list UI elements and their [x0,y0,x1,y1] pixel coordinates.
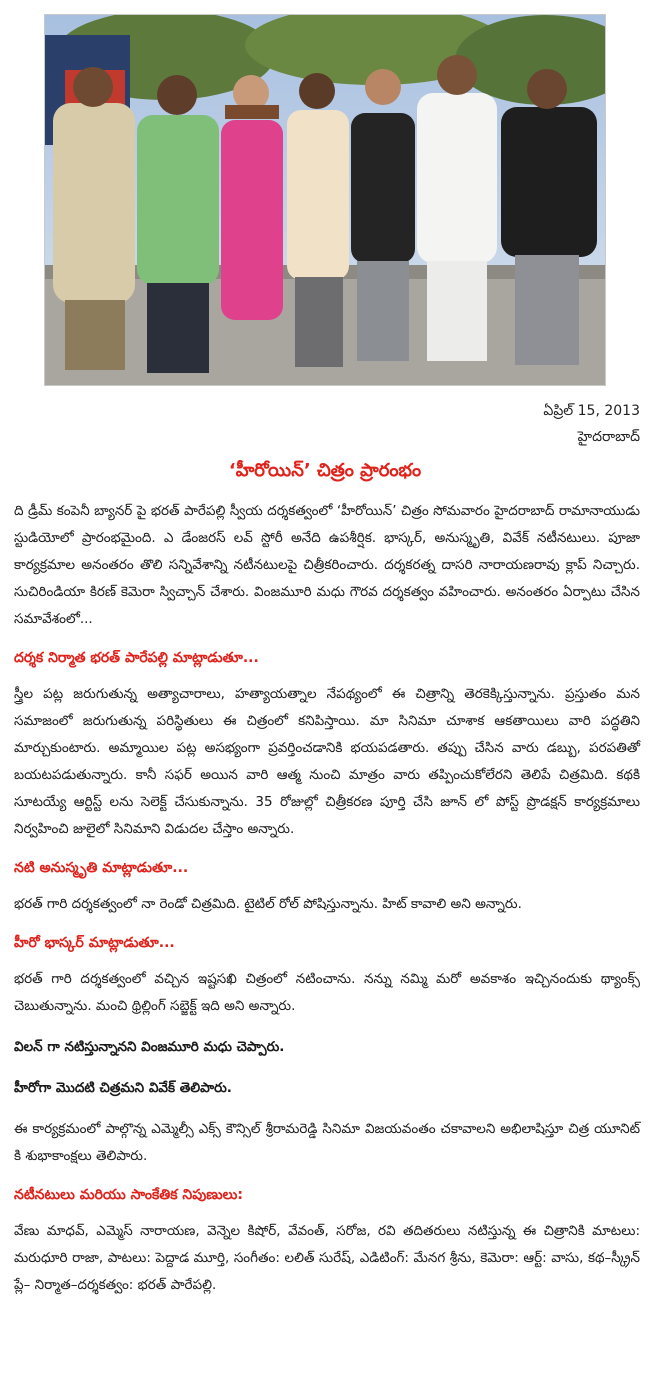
section-heading-actress: నటి అనుస్మృతి మాట్లాడుతూ... [14,860,189,876]
dateline [543,398,640,450]
section-body-director: స్త్రీల పట్ల జరుగుతున్న అత్యాచారాలు, హత్యాయత్నాల నేపథ్యంలో ఈ చిత్రాన్ని తెరకెక్కిస్తున్నాను. ప్రస్తుతం మన సమాజంలో జరుగుతున్న పరిస్థితులు ఈ చిత్రంలో కనిపిస్తాయి. మా సినిమా చూశాక ఆకతాయిలు వారి పద్ధతిని మార్చుకుంటారు. అమ్మాయిల పట్ల అసభ్యంగా ప్రవర్తించడానికి భయపడతారు. తప్పు చేసిన వారు డబ్బు, పరపతితో బయటపడుతున్నారు. కానీ సఫర్ అయిన వారి ఆత్మ నుంచి మాత్రం వారు తప్పించుకోలేరని తెలిపే చిత్రమిది. కథకి సూటయ్యే ఆర్టిస్ట్ లను సెలెక్ట్ చేసుకున్నాను. 35 రోజుల్లో చిత్రీకరణ పూర్తి చేసి జూన్ లో పోస్ట్ ప్రొడక్షన్ కార్యక్రమాలు నిర్వహించి జులైలో సినిమాని విడుదల చేస్తాం అన్నారు. [14,686,640,837]
article-place: హైదరాబాద్ [577,429,640,445]
closing-paragraph: ఈ కార్యక్రమంలో పాల్గొన్న ఎమ్మెల్సీ ఎక్స్ కౌన్సిల్ శ్రీరామరెడ్డి సినిమా విజయవంతం చకావాలని అభిలాషిస్తూ చిత్ర యూనిట్ కి శుభాకాంక్షలు తెలిపారు. [14,1121,640,1164]
intro-paragraph: ది డ్రీమ్ కంపెనీ బ్యానర్ పై భరత్ పారేపల్లి స్వీయ దర్శకత్వంలో ‘హీరోయిన్’ చిత్రం సోమవారం హైదరాబాద్ రామానాయుడు స్టుడియోలో ప్రారంభమైంది. ఎ డేంజరస్ లవ్ స్టోరీ అనేది ఉపశీర్షిక. భాస్కర్, అనుస్మృతి, వివేక్ నటీనటులు. పూజా కార్యక్రమాల అనంతరం తొలి సన్నివేశాన్ని నటీనటులపై చిత్రీకరించారు. దర్శకరత్న దాసరి నారాయణరావు క్లాప్ నిచ్చారు. సుచిరిండియా కిరణ్ కెమెరా స్విచ్చాన్ చేశారు. వింజమూరి మధు గౌరవ దర్శకత్వం వహించారు. అనంతరం ఏర్పాటు చేసిన సమావేశంలో... [14,503,640,627]
section-heading-director: దర్శక నిర్మాత భరత్ పారేపల్లి మాట్లాడుతూ... [14,650,259,666]
group-photo-image [45,15,605,385]
vivek-statement: హీరోగా మొదటి చిత్రమని వివేక్ తెలిపారు. [14,1080,232,1096]
article-date: ఏప్రిల్ 15, 2013 [543,403,640,419]
section-body-actress: భరత్ గారి దర్శకత్వంలో నా రెండో చిత్రమిది. టైటిల్ రోల్ పోషిస్తున్నాను. హిట్ కావాలి అని అన్నారు. [14,896,522,912]
credits-heading: నటీనటులు మరియు సాంకేతిక నిపుణులు: [14,1187,243,1203]
article-headline: ‘హీరోయిన్’ చిత్రం ప్రారంభం [228,460,422,481]
section-body-hero: భరత్ గారి దర్శకత్వంలో వచ్చిన ఇష్టసఖి చిత్రంలో నటించాను. నన్ను నమ్మి మరో అవకాశం ఇచ్చినందుకు థ్యాంక్స్ చెబుతున్నాను. మంచి థ్రిల్లింగ్ సబ్జెక్ట్ ఇది అని అన్నారు. [14,971,640,1014]
event-group-photo [44,14,606,386]
section-heading-hero: హీరో భాస్కర్ మాట్లాడుతూ... [14,935,175,951]
article-body [14,498,640,1313]
credits-body: వేణు మాధవ్, ఎమ్మెస్ నారాయణ, వెన్నెల కిషోర్, వేవంత్, సరోజ, రవి తదితరులు నటిస్తున్న ఈ చిత్రానికి మాటలు: మరుధూరి రాజా, పాటలు: పెద్దాడ మూర్తి, సంగీతం: లలిత్ సురేష్, ఎడిటింగ్: మేనగ శ్రీను, కెమెరా: ఆర్ట్: వాసు, కథ–స్క్రీన్ ప్లే– నిర్మాత–దర్శకత్వం: భరత్ పారేపల్లి. [14,1223,640,1293]
villain-statement: విలన్ గా నటిస్తున్నానని వింజమూరి మధు చెప్పారు. [14,1039,285,1055]
